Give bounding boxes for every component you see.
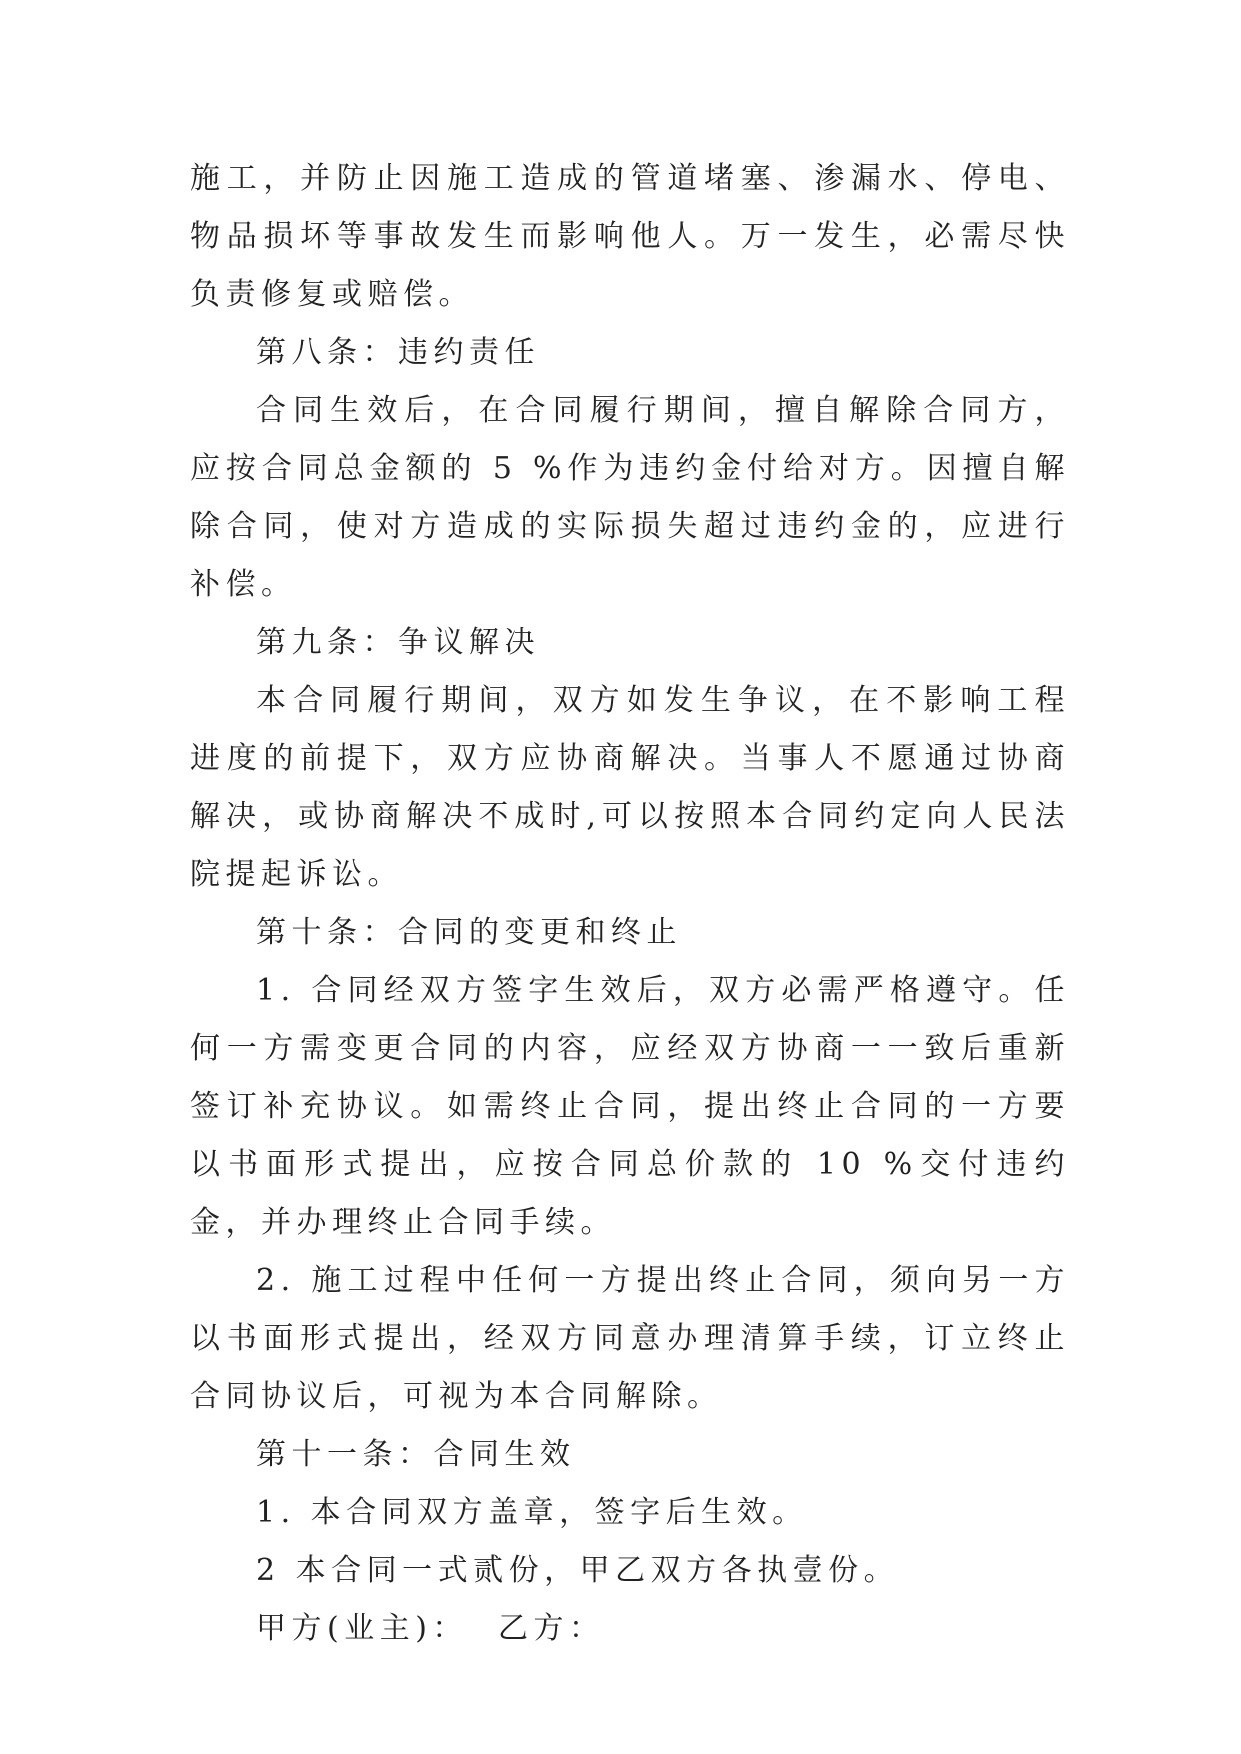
article-10-clause-2: 2. 施工过程中任何一方提出终止合同，须向另一方以书面形式提出，经双方同意办理清算手续，订立终止合同协议后，可视为本合同解除。 <box>190 1263 1070 1414</box>
signature-line: 甲方(业主)： 乙方： <box>256 1611 605 1646</box>
article-8-heading: 第八条：违约责任 <box>256 335 540 370</box>
article-11-clause-1: 1. 本合同双方盖章，签字后生效。 <box>256 1495 808 1530</box>
article-10-heading: 第十条：合同的变更和终止 <box>256 915 682 950</box>
article-9-body: 本合同履行期间，双方如发生争议，在不影响工程进度的前提下，双方应协商解决。当事人不愿通过协商解决，或协商解决不成时,可以按照本合同约定向人民法院提起诉讼。 <box>190 683 1070 892</box>
article-8-body: 合同生效后，在合同履行期间，擅自解除合同方，应按合同总金额的 5 %作为违约金付给对方。因擅自解除合同，使对方造成的实际损失超过违约金的，应进行补偿。 <box>190 393 1070 602</box>
article-11-heading: 第十一条：合同生效 <box>256 1437 576 1472</box>
paragraph-continuation: 施工，并防止因施工造成的管道堵塞、渗漏水、停电、物品损坏等事故发生而影响他人。万一发生，必需尽快负责修复或赔偿。 <box>190 161 1070 312</box>
article-9-heading: 第九条：争议解决 <box>256 625 540 660</box>
article-11-clause-2: 2 本合同一式贰份，甲乙双方各执壹份。 <box>256 1553 900 1588</box>
document-body <box>190 150 1070 1658</box>
article-10-clause-1: 1. 合同经双方签字生效后，双方必需严格遵守。任何一方需变更合同的内容，应经双方协商一一致后重新签订补充协议。如需终止合同，提出终止合同的一方要以书面形式提出，应按合同总价款的 10 %交付违约金，并办理终止合同手续。 <box>190 973 1070 1240</box>
